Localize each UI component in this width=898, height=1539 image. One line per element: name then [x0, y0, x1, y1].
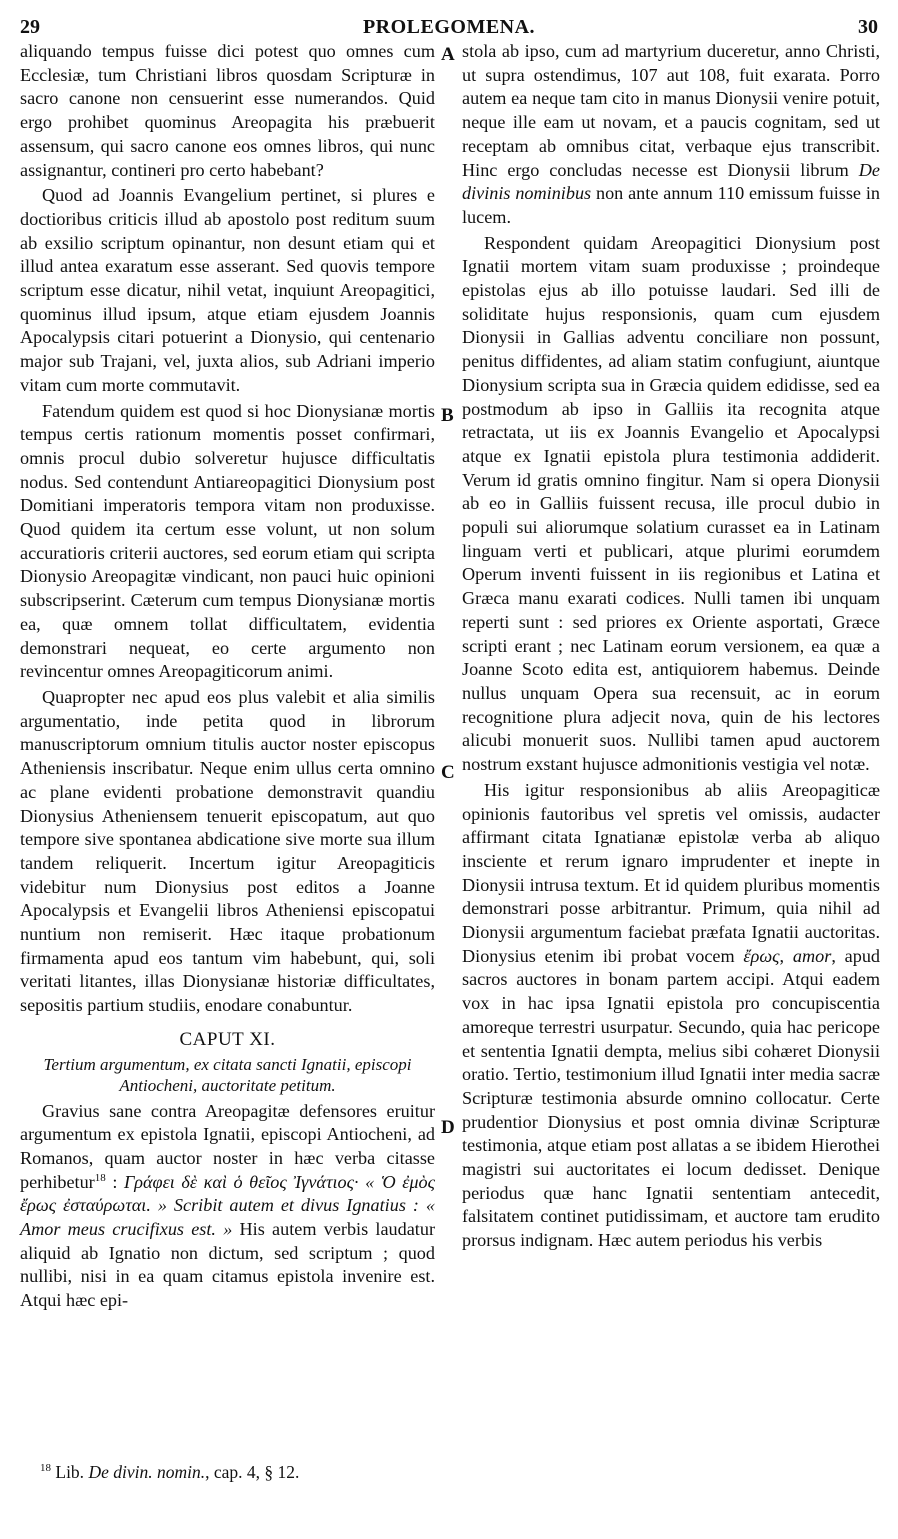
footnote-text: , cap. 4, § 12. [205, 1462, 300, 1482]
paragraph [20, 1100, 435, 1313]
paragraph-text: , apud sacros auctores in bonam partem accipi. Atqui eadem vox in hac ipsa Ignatii epistola pro concupiscentia amoreque terrestri usurpatur. Secundo, quia hac pericope et sententia Ignatii dempta, melius sibi cohæret Dionysii oratio. Tertio, testimonium illud Ignatii inter media sacræ Scripturæ testimonia absurde omnino collocatur. Certe prudentior Dionysius et post omnia divinæ Scripturæ testimonia, atque etiam post allatas a se ibidem Hierothei magistri sui auctoritates ei locum dedisset. Denique periodus quæ hanc Ignatii sententiam antecedit, falsitatem continet putidissimam, et auctore tam erudito prorsus indignam. Hæc autem periodus his verbis [462, 945, 881, 1251]
latin-quote: Scribit autem et divus Ignatius : « Amor meus crucifixus est. » [20, 1195, 436, 1240]
greek-word: ἔρως [743, 945, 780, 966]
page-header [20, 16, 878, 42]
paragraph-text: His igitur responsionibus ab aliis Areopagiticæ opinionis fautoribus vel spretis vel omissis, audacter affirmant citata Ignatianæ epistolæ verba ab aliquo insciente et rerum ignaro imprudenter et inepte in Dionysii intrusa textum. Et id quidem pluribus momentis demonstrari posse arbitrantur. Primum, quia nihil ad Dionysii argumentum faciebat præfata Ignatii auctoritas. Dionysius etenim ibi probat vocem [462, 779, 880, 966]
footnote-mark: 18 [40, 1462, 51, 1475]
left-column [20, 40, 435, 1313]
paragraph [462, 40, 880, 230]
right-column [462, 40, 880, 1253]
paragraph-text: , [779, 945, 793, 966]
margin-mark-b: B [441, 405, 454, 426]
chapter-subtitle: Tertium argumentum, ex citata sancti Ignatii, episcopi Antiocheni, auctoritate petitum. [43, 1054, 412, 1095]
page-number-left: 29 [20, 16, 40, 38]
margin-mark-c: C [441, 762, 455, 783]
paragraph [462, 779, 880, 1253]
page-number-right: 30 [858, 16, 878, 38]
latin-word: amor [792, 945, 832, 966]
chapter-title: CAPUT XI. [179, 1028, 276, 1050]
paragraph: Respondent quidam Areopagitici Dionysium post Ignatii mortem vitam suam produxisse ; proindeque epistolas ejus ab illo potuisse laudari. Sed illi de soliditate hujus responsionis, quam cum ejusdem Dionysii in Gallias adventu conciliare non possunt, penitus diffidentes, ad aliam statim confugiunt, aiuntque Dionysium scripta sua in Græcia quidem edidisse, sed ea postmodum ab ipso in Galliis ita recognita atque retractata, ut iis ex Joannis Evangelio et Apocalypsi atque ex Ignatii epistola plura testimonia addiderit. Verum id gratis omnino fingitur. Nam si opera Dionysii ab eo in Galliis fuissent recusa, ille procul dubio in populi sui aliorumque solatium curasset ea in Latinam linguam verti et publicari, atque plurimi eorumdem Operum inventi fuissent in iis regionibus et Latina et Græca manu exarati codices. Nulli tamen ibi unquam reperti sunt : sed priores ex Oriente asportati, Græce scripti erant ; nec Latinam eorum versionem, ea quæ a Joanne Scoto edita est, antiquiorem habemus. Deinde nullus unquam Opera sua recensuit, ac in eorum recognitione plura adjecit nova, quin de his lectores alicubi monuerit suos. Nullibi tamen apud auctorem nostrum exstant hujusce admonitionis vestigia vel notæ. [462, 232, 880, 775]
paragraph-text: non ante annum 110 emissum fuisse in lucem. [462, 183, 880, 227]
running-title: PROLEGOMENA. [362, 16, 536, 38]
book-title: De divinis nominibus [462, 159, 880, 204]
margin-mark-a: A [441, 44, 455, 65]
paragraph-text: stola ab ipso, cum ad martyrium duceretur, anno Christi, ut supra ostendimus, 107 aut 108, fuit exarata. Porro autem ea neque tam cito in manus Dionysii venire potuit, neque ille eam ut novam, et a paucis cognitam, sed ut receptam ab omnibus citat, verbaque ejus transcribit. Hinc ergo concludas necesse est Dionysii librum [462, 41, 880, 180]
footnote-ref: 18 [94, 1171, 106, 1184]
footnote-title: De divin. nomin. [88, 1462, 206, 1482]
paragraph: Quod ad Joannis Evangelium pertinet, si plures e doctioribus criticis illud ab apostolo post reditum suum ab exsilio scriptum opinantur, non desunt etiam qui et illud antea exaratum esse asserant. Sed quovis tempore scriptum esse dicatur, nihil vetat, inquiunt Areopagitici, quominus illud ipsum, atque etiam ejusdem Joannis Apocalypsis citari potuerint a Dionysio, qui centenario major sub Trajani, vel, juxta alios, sub Adriani imperio vitam cum morte commutavit. [20, 185, 435, 395]
footnote [40, 1462, 299, 1483]
margin-mark-d: D [441, 1117, 455, 1138]
footnote-text: Lib. [55, 1462, 89, 1482]
paragraph: Fatendum quidem est quod si hoc Dionysianæ mortis tempus certis rationum momentis posset confirmari, omnis procul dubio solveretur hujusce difficultatis nodus. Sed contendunt Antiareopagitici Dionysium post Domitiani imperatoris tempora vitam non produxisse. Quod quidem ita certum esse volunt, ut non solum accuratioris criterii auctores, sed eorum etiam qui scripta Dionysio Areopagitæ vindicant, non pauci huic opinioni subscripserint. Cæterum cum tempus Dionysianæ mortis ea, quæ omnem tollat difficultatem, evidentia demonstrari nequeat, eo certe argumento non revincentur omnes Areopagiticorum animi. [20, 400, 435, 682]
paragraph-text [167, 1195, 174, 1215]
greek-quote: Γράφει δὲ καὶ ὁ θεῖος Ἰγνάτιος· « Ὁ ἐμὸς ἔρως ἐσταύρωται. » [20, 1171, 435, 1216]
paragraph: aliquando tempus fuisse dici potest quo omnes cum Ecclesiæ, tum Christiani libros quosdam Scripturæ in sacro canone non censuerint esse numerandos. Quid ergo prohibet quominus Areopagita his præbuerit assensum, qui sacro canone eos omnes libros, qui nunc assignantur, contineri pro certo habebant? [20, 41, 435, 180]
paragraph-text: : [105, 1171, 124, 1192]
paragraph-text: His autem verbis laudatur aliquid ab Ignatio non dictum, sed scriptum ; quod nullibi, nisi in ea quam citamus epistola invenire est. Atqui hæc epi- [20, 1219, 435, 1311]
paragraph: Quapropter nec apud eos plus valebit et alia similis argumentatio, inde petita quod in librorum manuscriptorum omnium titulis auctor noster episcopus Atheniensis inscribatur. Neque enim ullus certa omnino ac plane evidenti probatione demonstravit quandiu Dionysius Atheniensem tenuerit episcopatum, aut quo tempore sive spontanea abdicatione sive morte sua illum tandem reliquerit. Incertum igitur Areopagiticis videbitur num Dionysius post editos a Joanne Apocalypsis et Evangelii libros Atheniensi episcopatui nuntium non remiserit. Hæc itaque probationum firmamenta apud eos tantum vim habebunt, qui, soli veritati litantes, illas Dionysianæ historiæ difficultates, sepositis partium studiis, enodare conabuntur. [20, 686, 435, 1016]
paragraph-text: Gravius sane contra Areopagitæ defensores eruitur argumentum ex epistola Ignatii, episcopi Antiocheni, ad Romanos, quam auctor noster in hæc verba citasse perhibetur [20, 1100, 435, 1192]
